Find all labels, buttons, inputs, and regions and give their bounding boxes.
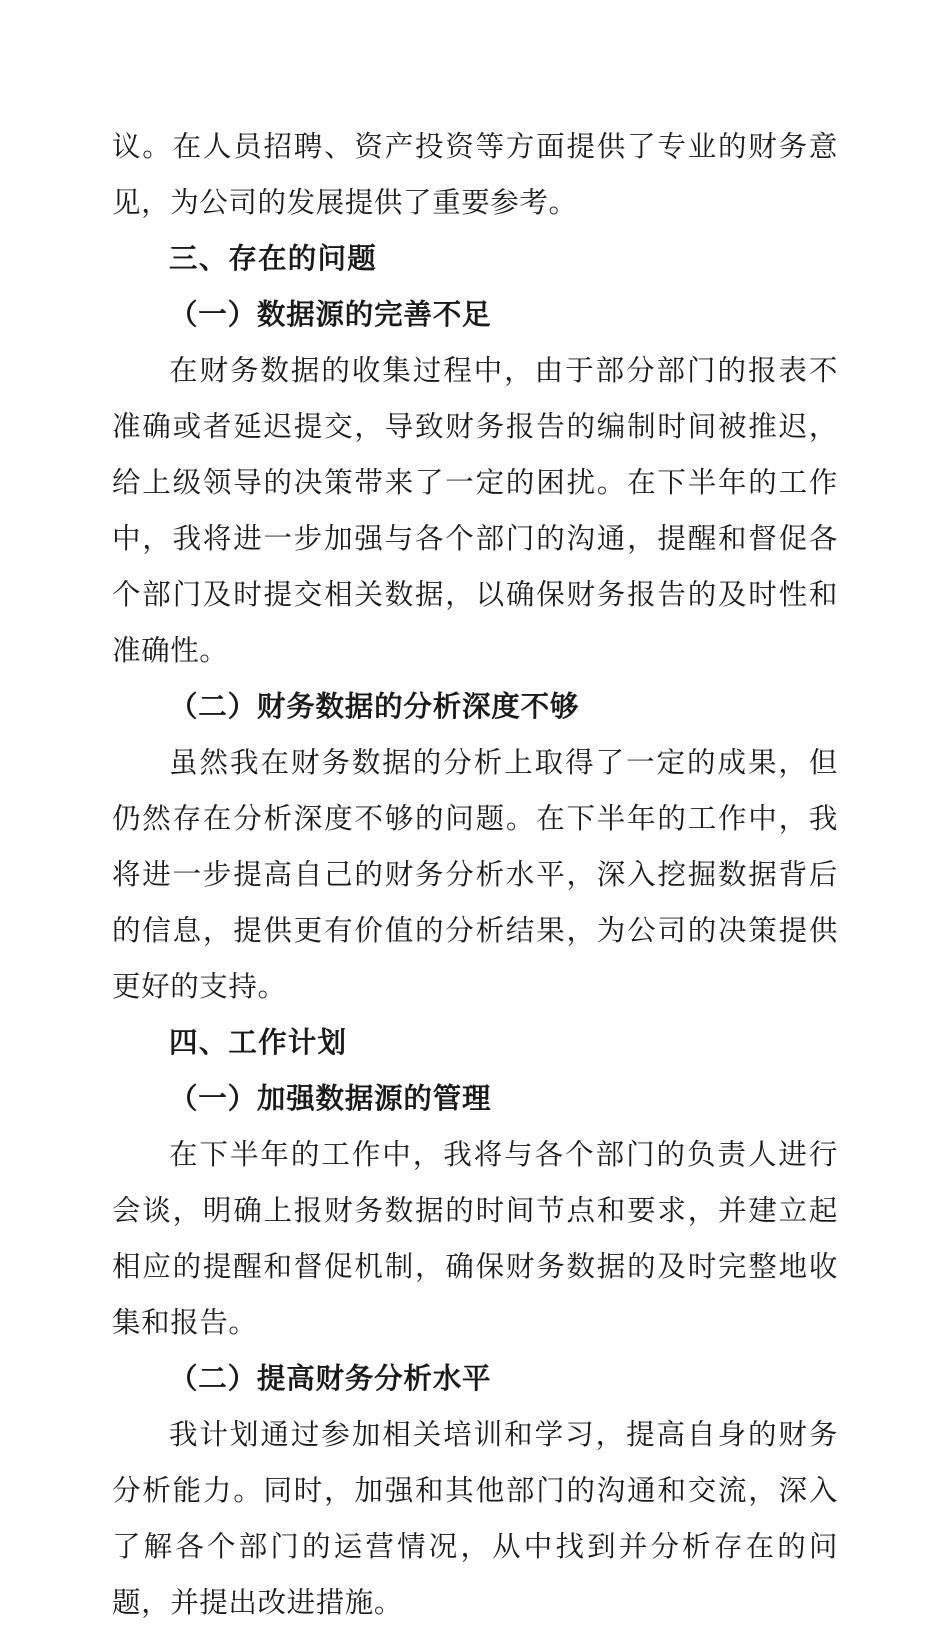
subsection-heading-3-2: （二）财务数据的分析深度不够 [169,692,580,723]
subsection-heading-3-1: （一）数据源的完善不足 [169,300,492,331]
document-body [112,120,838,1632]
paragraph-4-1: 在下半年的工作中，我将与各个部门的负责人进行会谈，明确上报财务数据的时间节点和要求，并建立起相应的提醒和督促机制，确保财务数据的及时完整地收集和报告。 [112,1140,838,1339]
paragraph-3-1: 在财务数据的收集过程中，由于部分部门的报表不准确或者延迟提交，导致财务报告的编制时间被推迟，给上级领导的决策带来了一定的困扰。在下半年的工作中，我将进一步加强与各个部门的沟通，提醒和督促各个部门及时提交相关数据，以确保财务报告的及时性和准确性。 [112,356,838,667]
paragraph-4-2: 我计划通过参加相关培训和学习，提高自身的财务分析能力。同时，加强和其他部门的沟通和交流，深入了解各个部门的运营情况，从中找到并分析存在的问题，并提出改进措施。 [112,1420,838,1619]
subsection-heading-4-2: （二）提高财务分析水平 [169,1364,492,1395]
paragraph-continued: 议。在人员招聘、资产投资等方面提供了专业的财务意见，为公司的发展提供了重要参考。 [112,132,838,219]
subsection-heading-4-1: （一）加强数据源的管理 [169,1084,492,1115]
paragraph-3-2: 虽然我在财务数据的分析上取得了一定的成果，但仍然存在分析深度不够的问题。在下半年的工作中，我将进一步提高自己的财务分析水平，深入挖掘数据背后的信息，提供更有价值的分析结果，为公司的决策提供更好的支持。 [112,748,838,1003]
section-heading-3: 三、存在的问题 [169,244,377,275]
section-heading-4: 四、工作计划 [169,1028,348,1059]
